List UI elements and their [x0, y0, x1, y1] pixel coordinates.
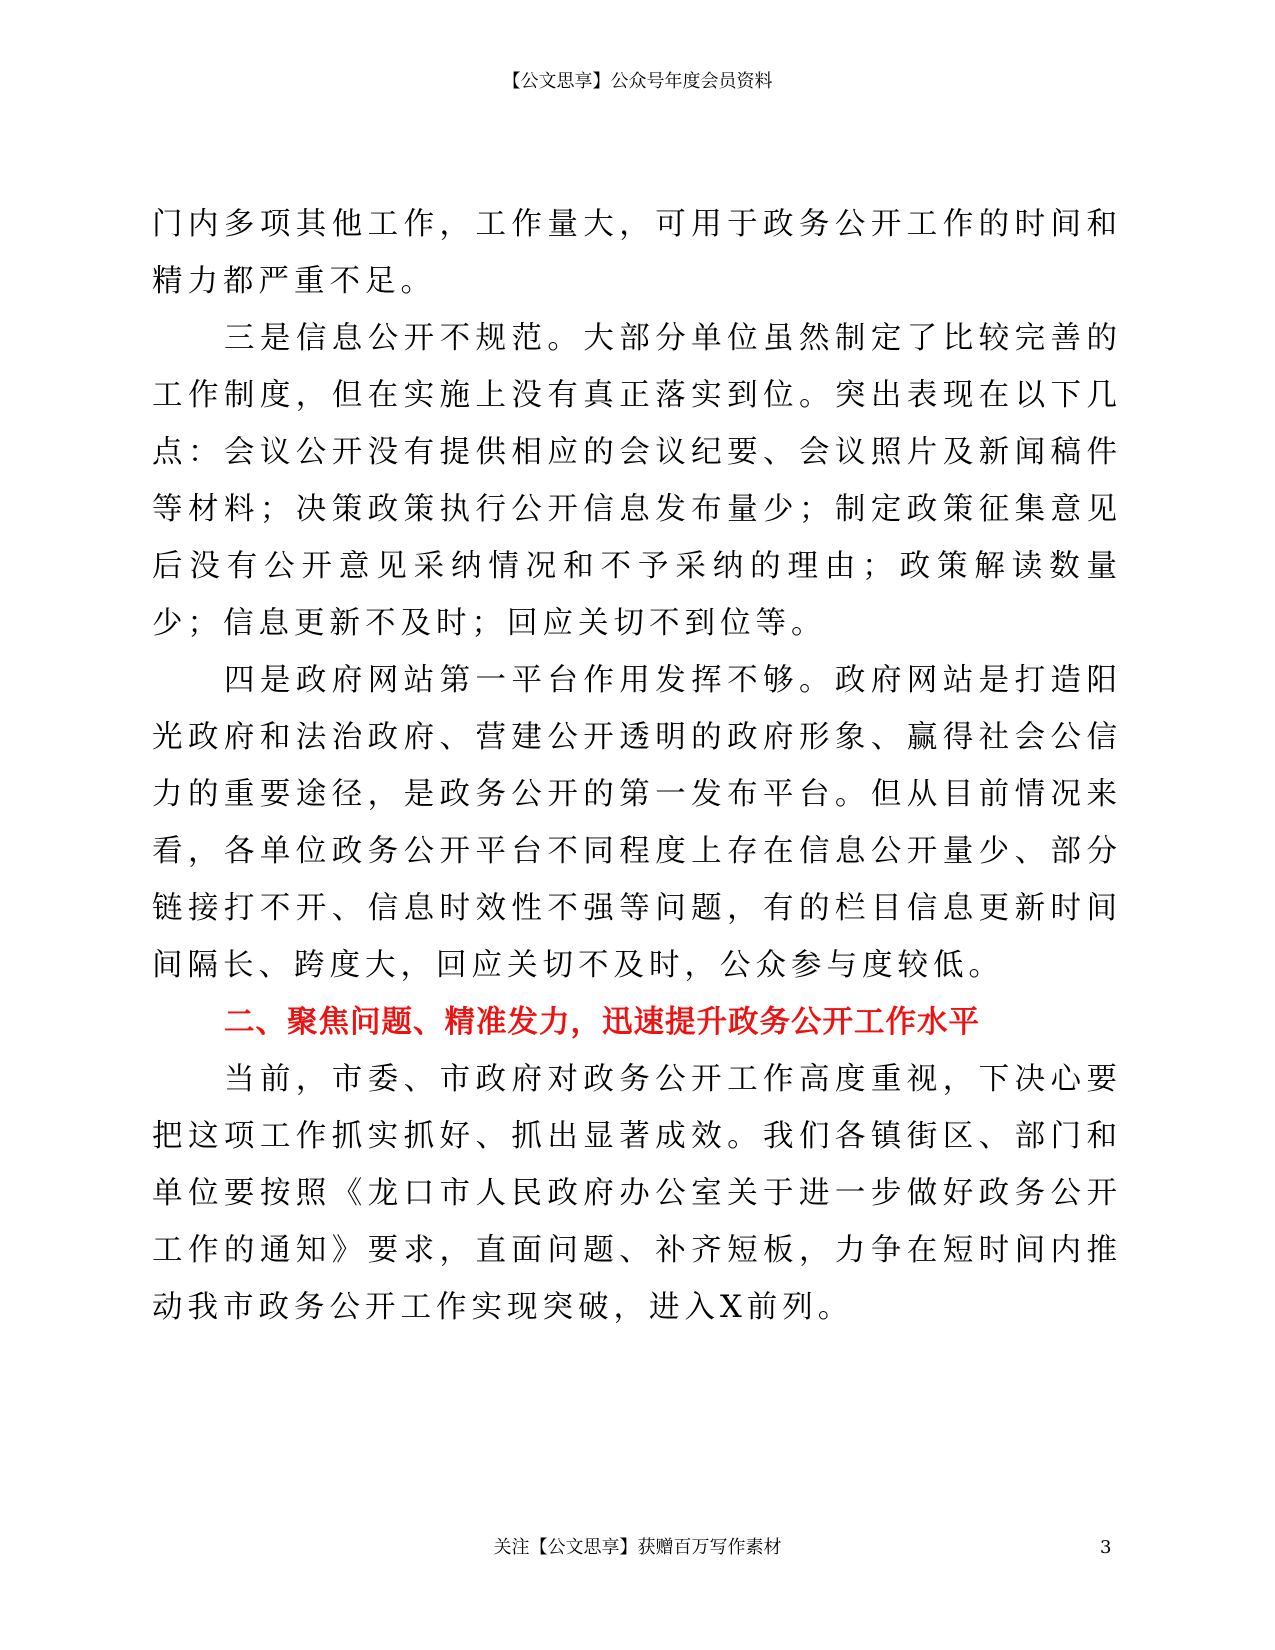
paragraph-section-two-intro: 当前，市委、市政府对政务公开工作高度重视，下决心要把这项工作抓实抓好、抓出显著成效。我们各镇街区、部门和单位要按照《龙口市人民政府办公室关于进一步做好政务公开工作的通知》要求，直面问题、补齐短板，力争在短时间内推动我市政务公开工作实现突破，进入X前列。 [152, 1062, 1122, 1325]
paragraph-point-four: 四是政府网站第一平台作用发挥不够。政府网站是打造阳光政府和法治政府、营建公开透明的政府形象、赢得社会公信力的重要途径，是政务公开的第一发布平台。但从目前情况来看，各单位政务公开平台不同程度上存在信息公开量少、部分链接打不开、信息时效性不强等问题，有的栏目信息更新时间间隔长、跨度大，回应关切不及时，公众参与度较低。 [152, 663, 1122, 983]
paragraph-continuation: 门内多项其他工作，工作量大，可用于政务公开工作的时间和精力都严重不足。 [152, 207, 1122, 299]
page-header: 【公文思享】公众号年度会员资料 [502, 71, 773, 92]
page-number: 3 [1100, 1537, 1112, 1558]
paragraph-point-three: 三是信息公开不规范。大部分单位虽然制定了比较完善的工作制度，但在实施上没有真正落实到位。突出表现在以下几点：会议公开没有提供相应的会议纪要、会议照片及新闻稿件等材料；决策政策执行公开信息发布量少；制定政策征集意见后没有公开意见采纳情况和不予采纳的理由；政策解读数量少；信息更新不及时；回应关切不到位等。 [152, 321, 1122, 641]
page-footer: 关注【公文思享】获赠百万写作素材 [493, 1537, 782, 1558]
section-heading-two: 二、聚焦问题、精准发力，迅速提升政务公开工作水平 [224, 1005, 980, 1040]
document-body [152, 196, 1122, 1336]
